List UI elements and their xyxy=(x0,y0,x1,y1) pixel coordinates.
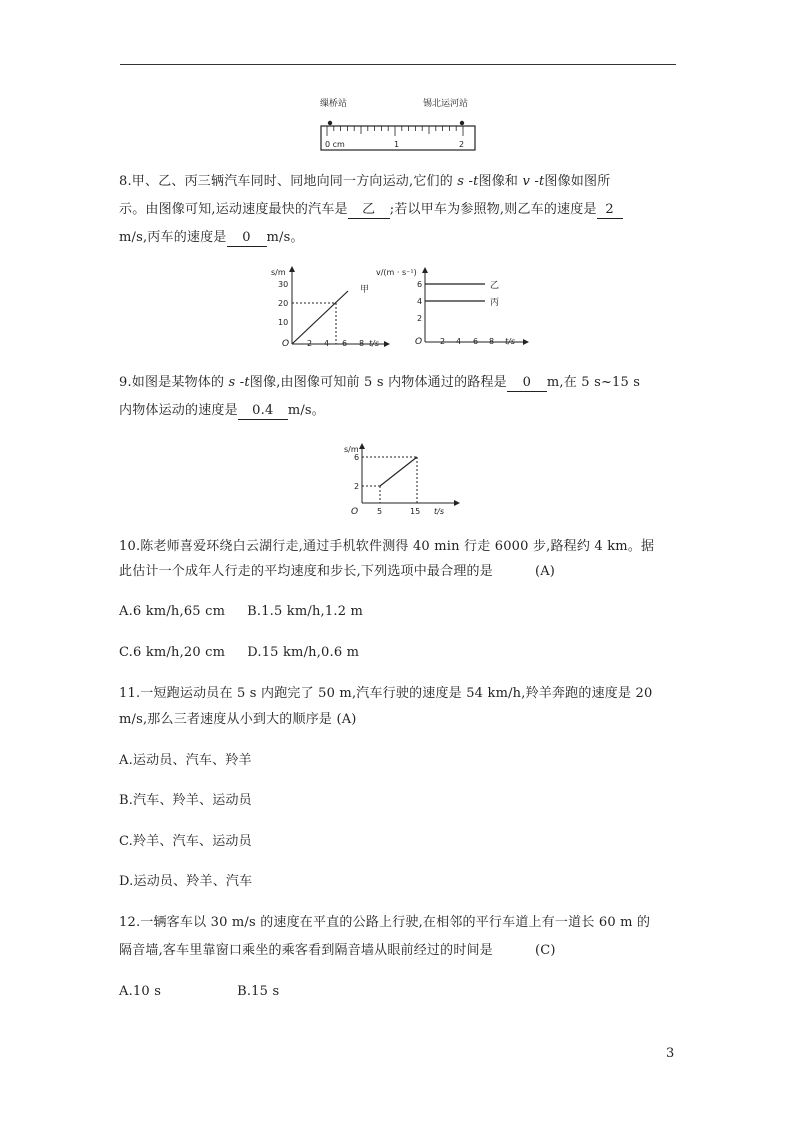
q10-options-cd xyxy=(119,639,359,666)
q9-ytick-2: 2 xyxy=(354,482,360,491)
q9-xlabel: t/s xyxy=(434,507,444,516)
st-xtick-4: 4 xyxy=(324,339,330,348)
st-xtick-6: 6 xyxy=(342,339,348,348)
q9-answer-distance: 0 xyxy=(507,375,547,392)
q12-options-ab xyxy=(119,978,279,1005)
q9-line-2: 内物体运动的速度是 0.4 m/s。 xyxy=(119,403,325,418)
q8-line-1: 8.甲、乙、丙三辆汽车同时、同地向同一方向运动,它们的 s -t图像和 v -t图像如图所 xyxy=(119,174,611,189)
q9-line xyxy=(380,457,417,486)
st-ytick-30: 30 xyxy=(278,280,289,289)
station-dot-left xyxy=(328,121,332,125)
q11-option-a: A.运动员、汽车、羚羊 xyxy=(119,753,252,768)
q8-answer-fastest: 乙 xyxy=(348,202,390,219)
q12-option-b: B.15 s xyxy=(237,984,280,999)
q11-option-c: C.羚羊、汽车、运动员 xyxy=(119,834,252,849)
page-number: 3 xyxy=(666,1046,675,1061)
vt-xtick-2: 2 xyxy=(440,337,446,346)
q9-xtick-15: 15 xyxy=(410,507,421,516)
q9-answer-speed: 0.4 xyxy=(238,403,288,420)
q12-option-a: A.10 s xyxy=(119,984,162,999)
st-origin: O xyxy=(282,339,290,349)
vt-ytick-6: 6 xyxy=(417,280,423,289)
q10-answer: (A) xyxy=(534,564,556,579)
st-ylabel: s/m xyxy=(271,268,286,277)
vt-xtick-6: 6 xyxy=(473,337,479,346)
graph-q9-s-t xyxy=(336,440,466,518)
st-ytick-20: 20 xyxy=(278,299,289,308)
vt-xlabel: t/s xyxy=(505,337,515,346)
vt-ylabel: v/(m · s⁻¹) xyxy=(376,268,417,277)
q11-line-2: m/s,那么三者速度从小到大的顺序是 (A) xyxy=(119,712,357,727)
q9-origin: O xyxy=(351,507,359,517)
st-xtick-8: 8 xyxy=(359,339,365,348)
q9-ytick-6: 6 xyxy=(354,453,360,462)
q10-option-b: B.1.5 km/h,1.2 m xyxy=(247,604,364,619)
q11-option-d: D.运动员、羚羊、汽车 xyxy=(119,874,253,889)
ruler-tick-2: 2 xyxy=(459,140,465,149)
st-line-jia xyxy=(292,291,348,344)
vt-ytick-4: 4 xyxy=(417,297,423,306)
q8-line-2: 示。由图像可知,运动速度最快的汽车是 乙 ;若以甲车为参照物,则乙车的速度是 2 xyxy=(119,196,623,223)
q10-option-c: C.6 km/h,20 cm xyxy=(119,645,226,660)
st-xtick-2: 2 xyxy=(307,339,313,348)
q10-option-a: A.6 km/h,65 cm xyxy=(119,604,226,619)
ruler-label-left: 缫桥站 xyxy=(320,99,348,109)
ruler-tick-1: 1 xyxy=(394,140,400,149)
q9-line-1: 9.如图是某物体的 s -t图像,由图像可知前 5 s 内物体通过的路程是 0 m,在 5 s~15 s xyxy=(119,375,641,390)
q9-xtick-5: 5 xyxy=(377,507,383,516)
graph-v-t xyxy=(373,262,533,352)
header-rule xyxy=(120,64,676,65)
st-xlabel: t/s xyxy=(369,339,379,348)
ruler-tick-0: 0 cm xyxy=(325,140,345,149)
q8-answer-bing-speed: 0 xyxy=(227,230,267,247)
st-series-label: 甲 xyxy=(360,285,370,295)
vt-line1-label: 乙 xyxy=(490,281,500,291)
q12-answer: (C) xyxy=(534,943,556,958)
vt-ytick-2: 2 xyxy=(417,314,423,323)
q8-line-3: m/s,丙车的速度是 0 m/s。 xyxy=(119,230,304,245)
q12-line-2: 隔音墙,客车里靠窗口乘坐的乘客看到隔音墙从眼前经过的时间是 (C) xyxy=(119,943,556,958)
vt-xtick-4: 4 xyxy=(456,337,462,346)
q10-options-ab xyxy=(119,598,363,625)
q12-line-1: 12.一辆客车以 30 m/s 的速度在平直的公路上行驶,在相邻的平行车道上有一道长 60 m 的 xyxy=(119,915,651,930)
q11-line-1: 11.一短跑运动员在 5 s 内跑完了 50 m,汽车行驶的速度是 54 km/h,羚羊奔跑的速度是 20 xyxy=(119,686,653,701)
vt-line2-label: 丙 xyxy=(490,298,500,308)
q8-answer-yi-speed: 2 xyxy=(597,202,623,219)
q10-line-2: 此估计一个成年人行走的平均速度和步长,下列选项中最合理的是 (A) xyxy=(119,564,556,579)
q10-line-1: 10.陈老师喜爱环绕白云湖行走,通过手机软件测得 40 min 行走 6000 步,路程约 4 km。据 xyxy=(119,539,655,554)
vt-origin: O xyxy=(415,337,423,347)
q9-ylabel: s/m xyxy=(344,445,359,454)
vt-xtick-8: 8 xyxy=(489,337,495,346)
q11-option-b: B.汽车、羚羊、运动员 xyxy=(119,793,252,808)
station-dot-right xyxy=(460,121,464,125)
ruler-label-right: 锡北运河站 xyxy=(423,99,469,109)
q10-option-d: D.15 km/h,0.6 m xyxy=(247,645,360,660)
st-ytick-10: 10 xyxy=(278,318,289,327)
ruler-figure xyxy=(315,94,480,154)
